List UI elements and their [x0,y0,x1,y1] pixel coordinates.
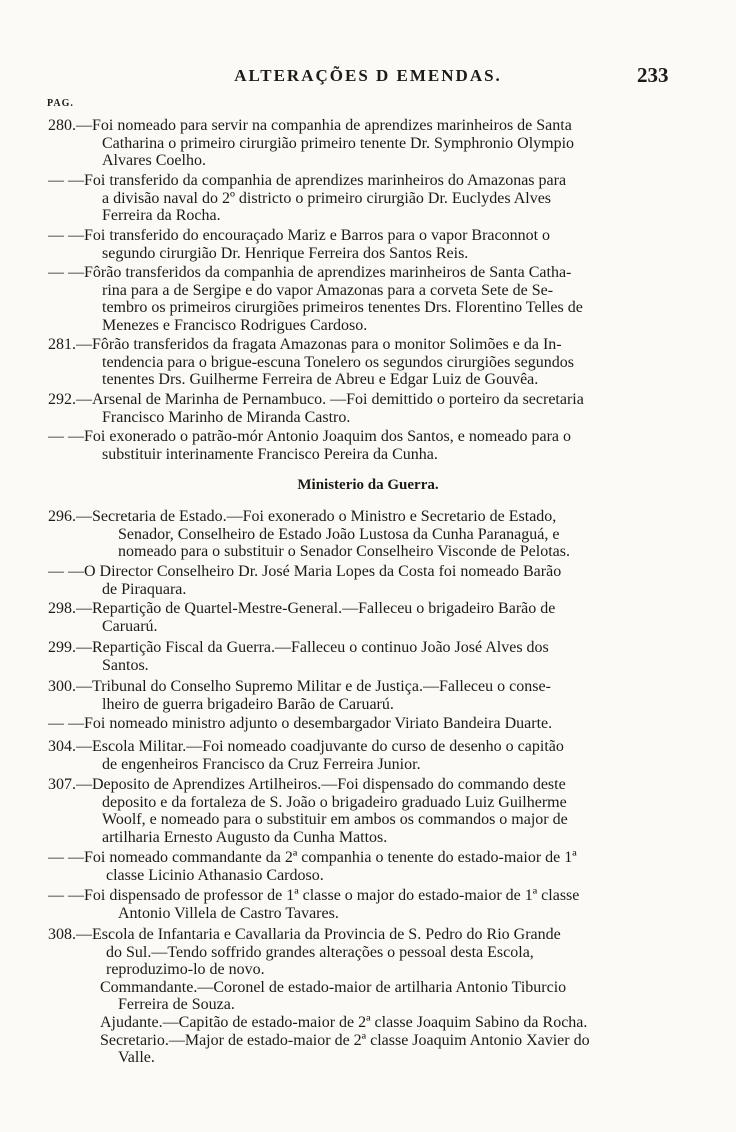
entry-296-director [48,563,673,598]
entry-line: Catharina o primeiro cirurgião primeiro tenente Dr. Symphronio Olympio [102,134,575,152]
entry-304 [48,738,673,773]
entry-line: Valle. [118,1049,155,1067]
entry-line: tembro os primeiros cirurgiões primeiros tenentes Drs. Florentino Telles de [102,299,583,317]
entry-line: Francisco Marinho de Miranda Castro. [102,408,351,426]
entry-line: reproduzimo-lo de novo. [106,961,265,979]
entry-292 [48,391,673,426]
running-header-title: ALTERAÇÕES D EMENDAS. [234,66,502,85]
entry-line: — —Fôrão transferidos da companhia de aprendizes marinheiros de Santa Catha- [48,264,572,281]
entry-line: Caruarú. [102,617,158,635]
entry-line: Secretario.—Major de estado-maior de 2ª classe Joaquim Antonio Xavier do [100,1031,590,1049]
entry-307-professor [48,887,673,922]
entry-307-commandante [48,849,673,884]
entry-308 [48,926,673,1067]
entry-line: a divisão naval do 2º districto o primeiro cirurgião Dr. Euclydes Alves [102,189,552,207]
entry-line: segundo cirurgião Dr. Henrique Ferreira dos Santos Reis. [102,244,469,262]
entry-line: — —Foi dispensado de professor de 1ª classe o major do estado-maior de 1ª classe [48,887,580,904]
entry-line: Ajudante.—Capitão de estado-maior de 2ª classe Joaquim Sabino da Rocha. [100,1013,588,1031]
entry-line: 300.—Tribunal do Conselho Supremo Militar e de Justiça.—Falleceu o conse- [48,678,551,695]
entry-line: 307.—Deposito de Aprendizes Artilheiros.—Foi dispensado do commando deste [48,776,566,793]
section-title: Ministerio da Guerra. [297,477,439,493]
entry-281 [48,336,673,389]
entry-line: 292.—Arsenal de Marinha de Pernambuco. —Foi demittido o porteiro da secretaria [48,391,584,408]
entry-line: 281.—Fôrão transferidos da fragata Amazonas para o monitor Solimões e da In- [48,336,562,353]
entry-307 [48,776,673,846]
entry-300-adjunto [48,715,673,733]
entry-299 [48,639,673,674]
entry-line: de engenheiros Francisco da Cruz Ferreira Junior. [102,755,421,773]
entry-line: 304.—Escola Militar.—Foi nomeado coadjuvante do curso de desenho o capitão [48,738,564,755]
entry-line: 299.—Repartição Fiscal da Guerra.—Falleceu o continuo João José Alves dos [48,639,549,656]
entry-line: de Piraquara. [102,580,187,598]
entry-298 [48,600,673,635]
entry-line: — —Foi exonerado o patrão-mór Antonio Joaquim dos Santos, e nomeado para o [48,428,572,445]
entry-280-transfer-3 [48,264,673,334]
entry-line: — —Foi transferido do encouraçado Mariz e Barros para o vapor Braconnot o [48,227,551,244]
entry-line: Santos. [102,656,149,674]
entry-line: — —Foi nomeado commandante da 2ª companhia o tenente do estado-maior de 1ª [48,849,577,866]
entry-line: 296.—Secretaria de Estado.—Foi exonerado o Ministro e Secretario de Estado, [48,508,557,525]
entry-line: tendencia para o brigue-escuna Tonelero os segundos cirurgiões segundos [102,353,574,371]
entry-line: — —Foi nomeado ministro adjunto o desembargador Viriato Bandeira Duarte. [48,715,553,732]
entry-line: 308.—Escola de Infantaria e Cavallaria da Provincia de S. Pedro do Rio Grande [48,926,561,943]
entry-line: Menezes e Francisco Rodrigues Cardoso. [102,316,368,334]
entry-line: nomeado para o substituir o Senador Conselheiro Visconde de Pelotas. [118,543,570,561]
entry-line: substituir interinamente Francisco Pereira da Cunha. [102,445,438,463]
entry-line: do Sul.—Tendo soffrido grandes alterações o pessoal desta Escola, [106,943,534,961]
entry-280 [48,117,673,170]
entry-300 [48,678,673,713]
entry-line: rina para a de Sergipe e do vapor Amazonas para a corveta Sete de Se- [102,281,554,299]
entry-line: lheiro de guerra brigadeiro Barão de Caruarú. [102,695,394,713]
entry-line: — —O Director Conselheiro Dr. José Maria Lopes da Costa foi nomeado Barão [48,563,562,580]
entry-line: Antonio Villela de Castro Tavares. [118,904,339,922]
entry-296 [48,508,673,561]
entry-line: Commandante.—Coronel de estado-maior de artilharia Antonio Tiburcio [100,978,567,996]
pag-column-label: PAG. [47,98,74,109]
entry-line: artilharia Ernesto Augusto da Cunha Mattos. [102,828,388,846]
entry-line: deposito e da fortaleza de S. João o brigadeiro graduado Luiz Guilherme [102,793,567,811]
entry-line: Woolf, e nomeado para o substituir em ambos os commandos o major de [102,811,568,829]
page-number: 233 [637,63,669,87]
entry-line: Ferreira de Souza. [118,996,235,1014]
entry-line: 280.—Foi nomeado para servir na companhia de aprendizes marinheiros de Santa [48,117,572,134]
entry-292-exonerado [48,428,673,463]
entry-line: Senador, Conselheiro de Estado João Lustosa da Cunha Paranaguá, e [118,525,560,543]
entry-280-transfer-2 [48,227,673,262]
entry-line: Alvares Coelho. [102,152,206,170]
entry-line: Ferreira da Rocha. [102,207,221,225]
entry-line: — —Foi transferido da companhia de aprendizes marinheiros do Amazonas para [48,172,567,189]
entry-280-transfer-1 [48,172,673,225]
entry-line: classe Licinio Athanasio Cardoso. [106,866,324,884]
entry-line: 298.—Repartição de Quartel-Mestre-General.—Falleceu o brigadeiro Barão de [48,600,556,617]
entry-line: tenentes Drs. Guilherme Ferreira de Abreu e Edgar Luiz de Gouvêa. [102,371,539,389]
